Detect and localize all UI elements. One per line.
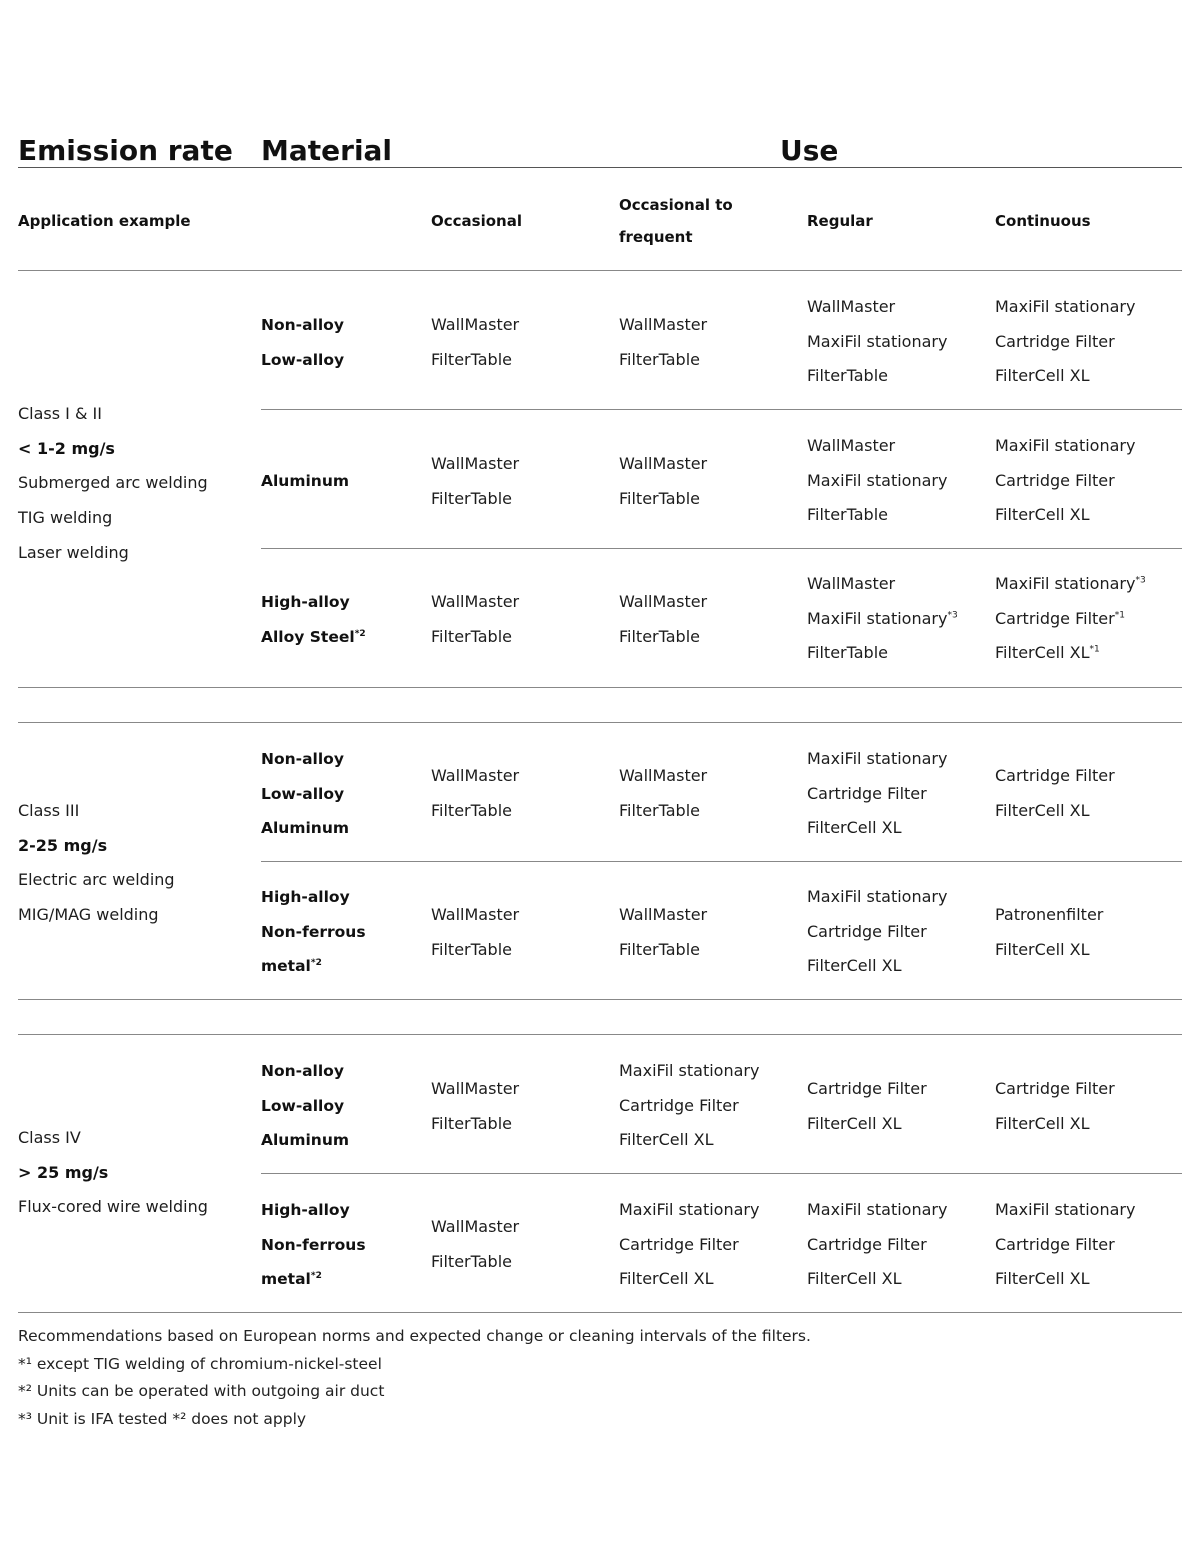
product-name: FilterCell XL [995,366,1090,386]
product-name: WallMaster [807,436,896,455]
occasional-cell [431,759,519,828]
material-name: Low-alloy [261,350,345,369]
section-divider [18,687,1182,688]
product-name: FilterTable [431,939,512,959]
product-name: Cartridge Filter [995,331,1115,351]
row-divider [261,548,1182,549]
product-name: FilterCell XL [619,1269,714,1289]
footnote-marker: *3 [947,610,958,621]
product-name: Cartridge Filter [807,783,927,803]
application-example: TIG welding [18,508,113,528]
column-header-regular: Regular [807,212,873,230]
material-name [261,1262,366,1297]
product-name: Cartridge Filter [807,1234,927,1254]
footnote-marker: *2 [310,958,322,969]
section-divider [18,1034,1182,1035]
product-name: FilterTable [431,800,512,820]
product-name-text: FilterCell XL [995,643,1090,663]
material-name: Non-ferrous [261,922,366,941]
class-info-2 [18,794,175,933]
product-name: WallMaster [619,454,708,473]
product-name: FilterTable [807,505,888,525]
material-name-text: metal [261,1270,311,1289]
regular-cell [807,567,958,671]
product-name: WallMaster [431,1217,520,1236]
product-name: FilterTable [431,1251,512,1271]
occasional-frequent-cell [619,447,707,516]
product-name: MaxiFil stationary [807,331,948,351]
material-name [261,949,366,984]
product-name [807,602,958,637]
product-name: Cartridge Filter [807,921,927,941]
material-name: Non-alloy [261,316,344,334]
subheader-divider [18,270,1182,271]
product-name: Cartridge Filter [995,766,1115,785]
column-header-occasional-to-frequent-line2: frequent [619,228,693,246]
regular-cell [807,429,947,533]
material-cell [261,880,366,984]
occasional-frequent-cell [619,1054,759,1158]
material-cell [261,742,349,846]
heading-material: Material [261,134,393,167]
product-name: FilterCell XL [995,939,1090,959]
occasional-cell [431,1210,519,1279]
continuous-cell [995,290,1135,394]
application-example: Flux-cored wire welding [18,1197,208,1217]
material-name: Aluminum [261,819,350,838]
product-name: FilterTable [619,800,700,820]
product-name: WallMaster [431,315,520,334]
occasional-cell [431,308,519,377]
product-name: Patronenfilter [995,905,1104,924]
product-name: FilterCell XL [807,818,902,838]
product-name: Cartridge Filter [619,1234,739,1254]
heading-emission-rate: Emission rate [18,134,233,167]
footnote-text: Recommendations based on European norms and expected change or cleaning intervals of the filters. [18,1327,811,1345]
product-name: WallMaster [431,454,520,473]
row-divider [261,409,1182,410]
material-name: High-alloy [261,1201,350,1219]
product-name: Cartridge Filter [807,1079,927,1098]
product-name [995,602,1146,637]
product-name: FilterTable [619,488,700,508]
footnote-marker: *2 [354,628,366,639]
footnote-marker: *1 [1089,645,1100,656]
material-name [261,620,366,655]
product-name: WallMaster [431,766,520,785]
product-name: Cartridge Filter [995,470,1115,490]
product-name: FilterCell XL [619,1130,714,1150]
product-name: MaxiFil stationary [995,1200,1136,1219]
column-header-application-example: Application example [18,212,191,230]
class-info-3 [18,1121,208,1225]
product-name: MaxiFil stationary [807,470,948,490]
regular-cell [807,1193,947,1297]
product-name: WallMaster [619,766,708,785]
product-name: FilterTable [431,1113,512,1133]
product-name: MaxiFil stationary [619,1200,760,1219]
footnotes [18,1323,811,1434]
material-name: Low-alloy [261,784,345,803]
header-divider [18,167,1182,168]
occasional-frequent-cell [619,1193,759,1297]
class-rate: < 1-2 mg/s [18,438,115,458]
product-name: MaxiFil stationary [995,436,1136,455]
product-name: MaxiFil stationary [807,887,948,906]
footnote-text: *¹ except TIG welding of chromium-nickel-steel [18,1354,382,1373]
regular-cell [807,742,947,846]
material-cell [261,585,366,654]
regular-cell [807,290,947,394]
material-name: Low-alloy [261,1096,345,1115]
column-header-occasional-to-frequent-line1: Occasional to [619,196,733,214]
product-name: Cartridge Filter [995,1234,1115,1254]
product-name: WallMaster [619,315,708,334]
product-name-text: Cartridge Filter [995,608,1115,628]
table-bottom-divider [18,1312,1182,1313]
footnote-text: *² Units can be operated with outgoing air duct [18,1382,385,1401]
product-name: FilterTable [619,939,700,959]
regular-cell [807,1072,927,1141]
product-name: MaxiFil stationary [807,749,948,768]
material-name-text: Alloy Steel [261,627,355,646]
product-name: FilterCell XL [807,1113,902,1133]
row-divider [261,1173,1182,1174]
occasional-frequent-cell [619,759,707,828]
product-name: FilterTable [619,349,700,369]
product-name: MaxiFil stationary [995,297,1136,316]
product-name: FilterTable [431,626,512,646]
product-name: FilterCell XL [807,956,902,976]
footnote-text: *³ Unit is IFA tested *² does not apply [18,1410,307,1429]
column-header-occasional: Occasional [431,212,522,230]
continuous-cell [995,759,1115,828]
material-name: Non-alloy [261,1062,344,1080]
product-name: WallMaster [431,905,520,924]
material-name: High-alloy [261,888,350,906]
material-cell [261,1193,366,1297]
product-name-text: MaxiFil stationary [807,608,948,628]
product-name [995,636,1146,671]
column-header-continuous: Continuous [995,212,1091,230]
product-name: Cartridge Filter [995,1079,1115,1098]
class-rate: > 25 mg/s [18,1162,109,1182]
class-rate: 2-25 mg/s [18,835,108,855]
application-example: Electric arc welding [18,870,175,890]
product-name: WallMaster [431,1079,520,1098]
product-name-text: MaxiFil stationary [995,574,1136,593]
material-name: Aluminum [261,1131,350,1150]
product-name: FilterTable [619,626,700,646]
product-name: FilterTable [431,488,512,508]
continuous-cell [995,1072,1115,1141]
class-label: Class III [18,801,80,820]
continuous-cell [995,567,1146,671]
footnote-marker: *1 [1114,610,1125,621]
section-divider [18,722,1182,723]
material-name-text: metal [261,957,311,976]
product-name: FilterCell XL [995,1113,1090,1133]
continuous-cell [995,429,1135,533]
occasional-cell [431,585,519,654]
row-divider [261,861,1182,862]
occasional-frequent-cell [619,585,707,654]
material-cell [261,308,344,377]
application-example: Laser welding [18,542,129,562]
product-name: FilterCell XL [807,1269,902,1289]
occasional-frequent-cell [619,308,707,377]
product-name: WallMaster [807,574,896,593]
product-name: FilterCell XL [995,505,1090,525]
product-name: FilterTable [807,366,888,386]
footnote-marker: *2 [310,1271,322,1282]
product-name: MaxiFil stationary [807,1200,948,1219]
product-name [995,567,1146,602]
occasional-frequent-cell [619,898,707,967]
class-label: Class IV [18,1128,81,1147]
occasional-cell [431,1072,519,1141]
product-name: FilterCell XL [995,800,1090,820]
product-name: FilterCell XL [995,1269,1090,1289]
regular-cell [807,880,947,984]
application-example: MIG/MAG welding [18,905,159,925]
product-name: FilterTable [431,349,512,369]
footnote-marker: *3 [1135,575,1146,586]
material-name: Non-ferrous [261,1235,366,1254]
product-name: FilterTable [807,643,888,663]
material-cell [261,1054,349,1158]
product-name: WallMaster [431,592,520,611]
application-example: Submerged arc welding [18,473,208,493]
product-name: MaxiFil stationary [619,1061,760,1080]
class-label: Class I & II [18,404,102,423]
material-name: High-alloy [261,593,350,611]
material-name: Aluminum [261,472,350,490]
product-name: Cartridge Filter [619,1095,739,1115]
occasional-cell [431,898,519,967]
product-name: WallMaster [619,592,708,611]
class-info-1 [18,397,208,571]
occasional-cell [431,447,519,516]
section-divider [18,999,1182,1000]
heading-use: Use [780,134,839,167]
product-name: WallMaster [619,905,708,924]
material-name: Non-alloy [261,750,344,768]
continuous-cell [995,1193,1135,1297]
material-cell [261,464,349,499]
product-name: WallMaster [807,297,896,316]
continuous-cell [995,898,1103,967]
column-header-occasional-to-frequent [619,189,733,253]
